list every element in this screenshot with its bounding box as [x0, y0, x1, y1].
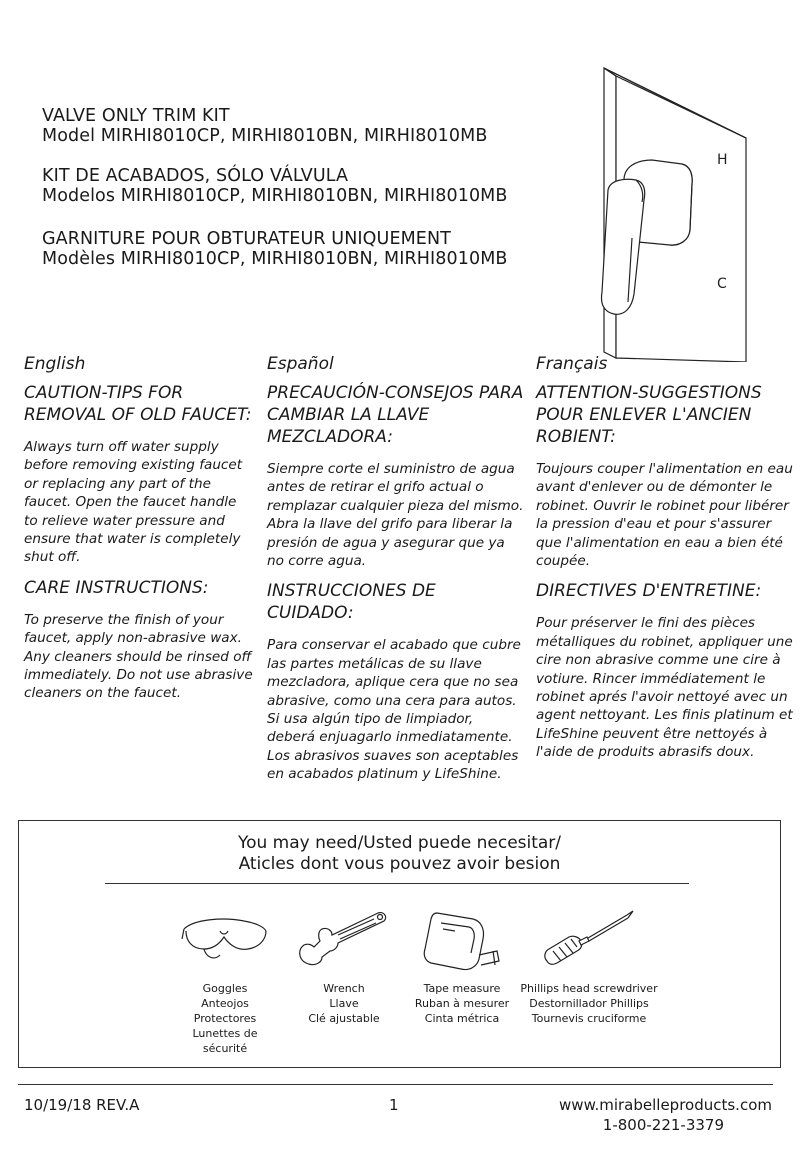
goggles-es-label: Anteojos Protectores	[193, 997, 257, 1025]
page-number: 1	[389, 1096, 399, 1114]
spanish-caution-heading: PRECAUCIÓN-CONSEJOS PARA CAMBIAR LA LLAVE MEZCLADORA:	[267, 383, 524, 447]
english-care-text: To preserve the finish of your faucet, apply non-abrasive wax. Any cleaners should be rinsed off immediately. Do not use abrasive cleaners on the faucet.	[24, 611, 253, 702]
tape-measure-fr-label: Cinta métrica	[424, 1012, 500, 1025]
english-care-heading: CARE INSTRUCTIONS:	[24, 577, 209, 598]
wrench-icon	[294, 905, 394, 973]
tool-phillips-screwdriver	[519, 905, 659, 1026]
spanish-caution-text: Siempre corte el suministro de agua antes de retirar el grifo actual o remplazar cualquier pieza del mismo. Abra la llave del grifo para liberar la presión de agua y asegurar que ya no corre agua.	[267, 461, 524, 570]
tools-box-title	[19, 833, 780, 875]
goggles-icon	[180, 905, 270, 973]
spanish-language-label: Español	[267, 354, 334, 374]
tool-wrench	[289, 905, 399, 1026]
tape-measure-icon	[417, 905, 507, 973]
wrench-fr-label: Clé ajustable	[308, 1012, 380, 1025]
valve-trim-illustration	[540, 62, 760, 362]
tape-measure-es-label: Ruban à mesurer	[414, 997, 510, 1010]
english-model-line: Model MIRHI8010CP, MIRHI8010BN, MIRHI8010MB	[42, 126, 488, 146]
tools-needed-box	[18, 820, 781, 1068]
french-caution-text: Toujours couper l'alimentation en eau avant d'enlever ou de démonter le robinet. Ouvrir le robinet pour libérer la pression d'eau et pour s'assurer que l'alimentation en eau a bien été coupée.	[536, 461, 793, 570]
cold-label: C	[717, 276, 727, 292]
french-care-heading: DIRECTIVES D'ENTRETINE:	[536, 581, 762, 602]
revision-date: 10/19/18 REV.A	[24, 1096, 140, 1114]
french-kit-title: GARNITURE POUR OBTURATEUR UNIQUEMENT	[42, 229, 451, 249]
tools-title-line-2: Aticles dont vous pouvez avoir besion	[238, 854, 561, 874]
spanish-care-heading: INSTRUCCIONES DE CUIDADO:	[267, 581, 436, 624]
phone-number: 1-800-221-3379	[602, 1116, 724, 1134]
tape-measure-en-label: Tape measure	[423, 982, 501, 995]
tools-title-line-1: You may need/Usted puede necesitar/	[237, 833, 562, 853]
spanish-model-line: Modelos MIRHI8010CP, MIRHI8010BN, MIRHI8010MB	[42, 186, 508, 206]
goggles-en-label: Goggles	[202, 982, 248, 995]
tool-tape-measure	[407, 905, 517, 1026]
spanish-column	[267, 352, 525, 794]
english-column	[24, 352, 254, 713]
wrench-es-label: Llave	[329, 997, 359, 1010]
english-caution-text: Always turn off water supply before removing existing faucet or replacing any part of the faucet. Open the faucet handle to relieve water pressure and ensure that water is completely shut off.	[24, 439, 243, 566]
goggles-fr-label: Lunettes de sécurité	[192, 1027, 258, 1055]
english-caution-heading: CAUTION-TIPS FOR REMOVAL OF OLD FAUCET:	[24, 383, 252, 425]
screwdriver-en-label: Phillips head screwdriver	[520, 982, 658, 995]
wrench-en-label: Wrench	[323, 982, 365, 995]
spanish-kit-title: KIT DE ACABADOS, SÓLO VÁLVULA	[42, 166, 349, 186]
tool-goggles	[169, 905, 281, 1056]
french-column	[536, 352, 798, 772]
website-link[interactable]: www.mirabelleproducts.com	[559, 1096, 772, 1114]
screwdriver-icon	[539, 905, 639, 973]
screwdriver-fr-label: Tournevis cruciforme	[531, 1012, 647, 1025]
header-french	[42, 229, 508, 269]
header-english	[42, 106, 487, 146]
french-care-text: Pour préserver le fini des pièces métalliques du robinet, appliquer une cire non abrasive comme une cire à votiure. Rincer immédiatement le robinet aprés l'avoir nettoyé avec un agent nettoyant. Les finis platinum et LifeShine peuvent être nettoyés à l'aide de produits abrasifs doux.	[536, 615, 793, 761]
header-spanish	[42, 166, 507, 206]
screwdriver-es-label: Destornillador Phillips	[529, 997, 649, 1010]
spanish-care-text: Para conservar el acabado que cubre las partes metálicas de su llave mezcladora, aplique cera que no sea abrasive, como una cera para autos. Si usa algún tipo de limpiador, deberá enjuagarlo inmediatamente. Los abrasivos suaves son aceptables en acabados platinum y LifeShine.	[267, 637, 521, 783]
french-language-label: Français	[536, 354, 608, 374]
english-kit-title: VALVE ONLY TRIM KIT	[42, 106, 230, 126]
tools-title-divider	[105, 883, 689, 884]
hot-label: H	[717, 152, 728, 168]
french-caution-heading: ATTENTION-SUGGESTIONS POUR ENLEVER L'ANCIEN ROBIENT:	[536, 383, 762, 447]
footer-divider	[18, 1084, 773, 1085]
english-language-label: English	[24, 354, 86, 374]
french-model-line: Modèles MIRHI8010CP, MIRHI8010BN, MIRHI8010MB	[42, 249, 508, 269]
